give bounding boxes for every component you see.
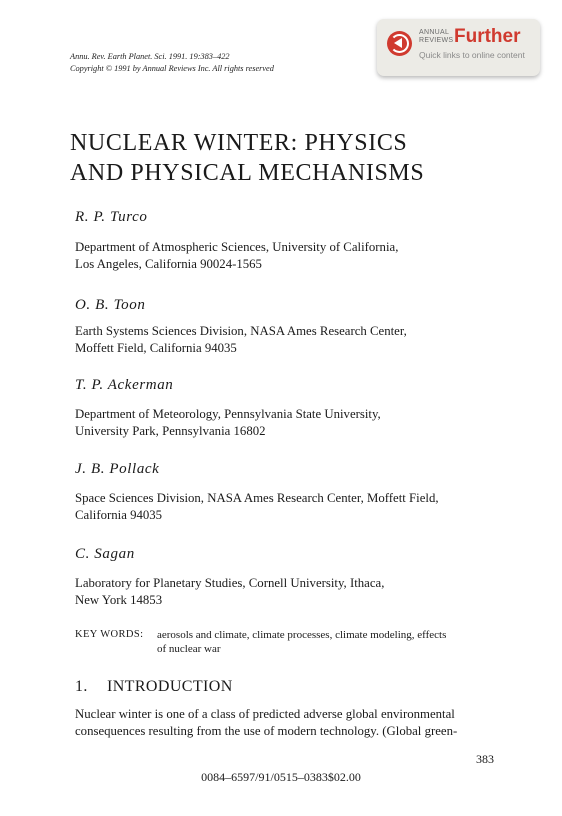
title-line-2: AND PHYSICAL MECHANISMS — [70, 160, 425, 186]
author-name: J. B. Pollack — [75, 461, 160, 477]
copyright-line: Copyright © 1991 by Annual Reviews Inc. All rights reserved — [70, 64, 274, 73]
page-number: 383 — [476, 752, 494, 766]
author-name: O. B. Toon — [75, 297, 146, 313]
article-code: 0084–6597/91/0515–0383$02.00 — [201, 770, 361, 784]
author-affiliation: Earth Systems Sciences Division, NASA Ames Research Center, Moffett Field, California 94035 — [75, 324, 407, 355]
body-paragraph: Nuclear winter is one of a class of predicted adverse global environmental consequences resulting from the use of modern technology. (Global green- — [75, 707, 458, 738]
badge-subtitle: Quick links to online content — [419, 50, 525, 60]
author-affiliation: Department of Atmospheric Sciences, University of California, Los Angeles, California 90024-1565 — [75, 240, 399, 271]
badge-publisher-label: ANNUAL REVIEWS — [419, 29, 454, 44]
author-name: T. P. Ackerman — [75, 377, 174, 393]
journal-citation — [70, 51, 274, 75]
annual-reviews-logo-icon — [387, 31, 412, 56]
keywords-label: KEY WORDS: — [75, 629, 144, 640]
further-links-badge[interactable] — [377, 19, 540, 76]
author-affiliation: Department of Meteorology, Pennsylvania State University, University Park, Pennsylvania 16802 — [75, 407, 381, 438]
section-heading — [75, 678, 233, 696]
article-title — [70, 128, 424, 188]
keywords-list: aerosols and climate, climate processes, climate modeling, effects of nuclear war — [157, 629, 447, 655]
title-line-1: NUCLEAR WINTER: PHYSICS — [70, 130, 408, 156]
journal-line-1: Annu. Rev. Earth Planet. Sci. 1991. 19:383–422 — [70, 52, 230, 61]
badge-further-word: Further — [454, 26, 521, 47]
author-name: R. P. Turco — [75, 209, 148, 225]
section-number: 1. — [75, 678, 88, 695]
author-affiliation: Laboratory for Planetary Studies, Cornell University, Ithaca, New York 14853 — [75, 576, 385, 607]
section-title: INTRODUCTION — [107, 678, 233, 695]
author-name: C. Sagan — [75, 546, 135, 562]
author-affiliation: Space Sciences Division, NASA Ames Research Center, Moffett Field, California 94035 — [75, 491, 439, 522]
